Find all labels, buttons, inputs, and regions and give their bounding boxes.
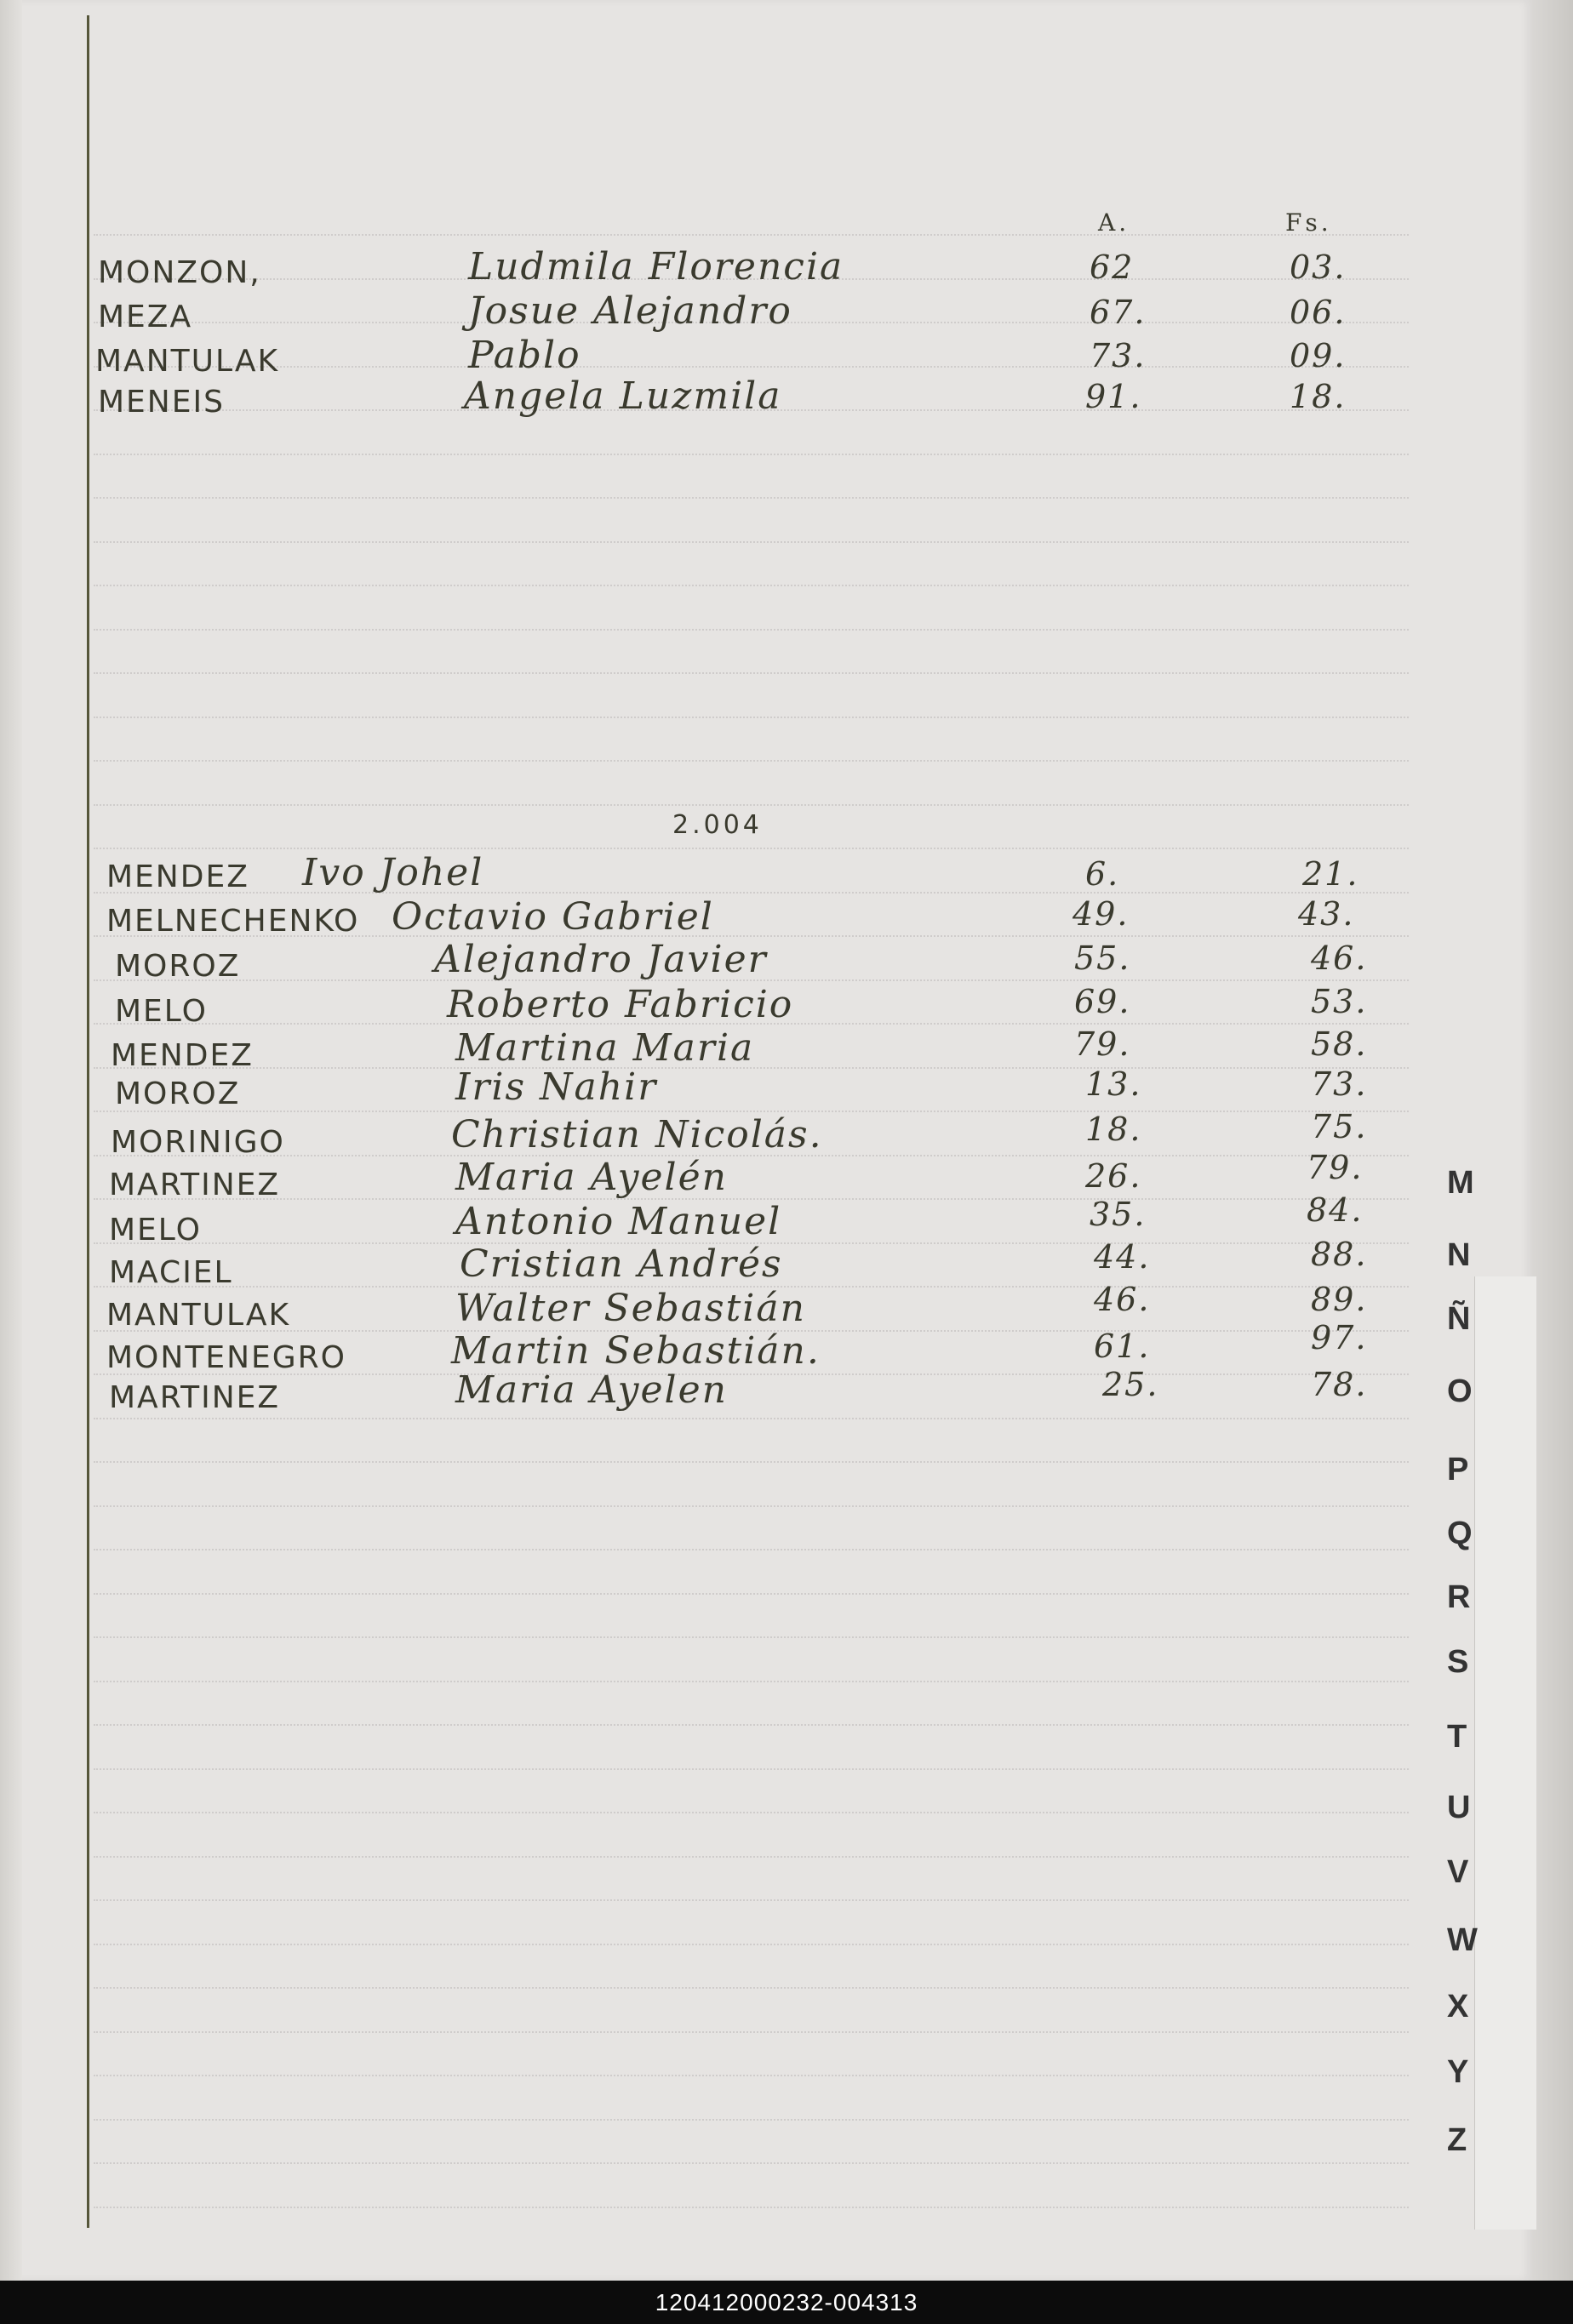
row-surname: MENEIS xyxy=(98,385,225,420)
ruled-line xyxy=(94,804,1409,806)
ruled-line xyxy=(94,1636,1409,1638)
row-given-name: Josue Alejandro xyxy=(468,289,792,333)
index-tab-r[interactable]: R xyxy=(1447,1579,1471,1615)
index-tab-o[interactable]: O xyxy=(1447,1373,1473,1409)
row-surname: MELO xyxy=(115,994,208,1029)
header-col-a: A. xyxy=(1098,208,1130,237)
row-surname: MARTINEZ xyxy=(109,1380,281,1415)
row-given-name: Christian Nicolás. xyxy=(451,1113,823,1156)
row-fs-number: 03. xyxy=(1290,248,1347,286)
row-given-name: Maria Ayelén xyxy=(455,1156,728,1199)
row-a-number: 49. xyxy=(1072,895,1130,933)
header-col-fs: Fs. xyxy=(1285,208,1332,237)
row-fs-number: 97. xyxy=(1311,1319,1368,1356)
row-a-number: 6. xyxy=(1085,855,1120,893)
row-fs-number: 18. xyxy=(1290,378,1347,415)
row-fs-number: 73. xyxy=(1311,1065,1368,1103)
index-tab-z[interactable]: Z xyxy=(1447,2122,1467,2158)
row-fs-number: 06. xyxy=(1290,294,1347,331)
row-fs-number: 79. xyxy=(1307,1149,1364,1186)
row-given-name: Martina Maria xyxy=(455,1026,755,1070)
row-a-number: 13. xyxy=(1085,1065,1142,1103)
ruled-line xyxy=(94,454,1409,455)
index-tab-y[interactable]: Y xyxy=(1447,2054,1469,2090)
row-fs-number: 53. xyxy=(1311,983,1368,1020)
row-surname: MANTULAK xyxy=(106,1298,291,1333)
row-given-name: Angela Luzmila xyxy=(464,374,782,418)
row-given-name: Walter Sebastián xyxy=(455,1287,806,1330)
row-given-name: Octavio Gabriel xyxy=(392,895,714,939)
row-fs-number: 88. xyxy=(1311,1236,1368,1273)
row-surname: MELO xyxy=(109,1213,202,1248)
index-tab-t[interactable]: T xyxy=(1447,1719,1467,1755)
row-fs-number: 75. xyxy=(1311,1108,1368,1145)
ruled-line xyxy=(94,2162,1409,2164)
index-tab-v[interactable]: V xyxy=(1447,1854,1469,1890)
index-tab-enye[interactable]: Ñ xyxy=(1447,1301,1471,1337)
row-surname: MONZON, xyxy=(98,255,261,290)
ruled-line xyxy=(94,1856,1409,1858)
index-tab-m[interactable]: M xyxy=(1447,1165,1474,1201)
row-a-number: 62 xyxy=(1090,248,1135,286)
ruled-line xyxy=(94,1944,1409,1945)
ruled-line xyxy=(94,1812,1409,1813)
ruled-line xyxy=(94,1418,1409,1419)
year-heading: 2.004 xyxy=(672,810,763,840)
ruled-line xyxy=(94,2031,1409,2033)
row-a-number: 91. xyxy=(1085,378,1142,415)
row-fs-number: 78. xyxy=(1311,1366,1368,1403)
row-a-number: 55. xyxy=(1074,939,1131,977)
row-fs-number: 46. xyxy=(1311,939,1368,977)
ruled-line xyxy=(94,1111,1409,1112)
row-fs-number: 43. xyxy=(1298,895,1355,933)
index-tab-u[interactable]: U xyxy=(1447,1790,1471,1825)
row-given-name: Ludmila Florencia xyxy=(468,245,844,288)
row-given-name: Iris Nahir xyxy=(455,1065,658,1109)
index-tab-x[interactable]: X xyxy=(1447,1989,1469,2024)
row-a-number: 69. xyxy=(1074,983,1131,1020)
row-surname: MOROZ xyxy=(115,1076,241,1111)
row-fs-number: 58. xyxy=(1311,1025,1368,1063)
row-surname: MELNECHENKO xyxy=(106,904,360,939)
row-given-name: Cristian Andrés xyxy=(460,1242,783,1286)
scan-id-footer: 120412000232-004313 xyxy=(0,2281,1573,2324)
ruled-line xyxy=(94,629,1409,631)
ruled-line xyxy=(94,1549,1409,1550)
row-given-name: Maria Ayelen xyxy=(455,1368,728,1412)
ruled-line xyxy=(94,1724,1409,1726)
ruled-line xyxy=(94,1681,1409,1682)
ruled-line xyxy=(94,892,1409,894)
ruled-line xyxy=(94,497,1409,499)
ruled-line xyxy=(94,760,1409,762)
binding-edge xyxy=(0,0,22,2281)
ruled-line xyxy=(94,1768,1409,1770)
row-a-number: 79. xyxy=(1074,1025,1131,1063)
ruled-line xyxy=(94,234,1409,236)
row-surname: MENDEZ xyxy=(111,1038,254,1073)
row-given-name: Roberto Fabricio xyxy=(447,983,794,1026)
row-a-number: 73. xyxy=(1090,337,1147,374)
row-given-name: Pablo xyxy=(468,334,581,377)
alphabet-index-tabs xyxy=(1430,1149,1536,2230)
index-tab-p[interactable]: P xyxy=(1447,1452,1469,1487)
row-given-name: Ivo Johel xyxy=(302,851,484,894)
margin-line xyxy=(87,15,89,2228)
ruled-line xyxy=(94,2119,1409,2121)
row-a-number: 44. xyxy=(1094,1238,1151,1276)
row-a-number: 18. xyxy=(1085,1111,1142,1148)
ruled-line xyxy=(94,1505,1409,1507)
index-tab-w[interactable]: W xyxy=(1447,1922,1478,1958)
row-surname: MARTINEZ xyxy=(109,1168,281,1202)
row-surname: MENDEZ xyxy=(106,859,249,894)
row-a-number: 46. xyxy=(1094,1281,1151,1318)
ruled-line xyxy=(94,1899,1409,1901)
row-a-number: 35. xyxy=(1090,1196,1147,1233)
row-surname: MORINIGO xyxy=(111,1125,285,1160)
row-surname: MACIEL xyxy=(109,1255,233,1290)
index-tab-q[interactable]: Q xyxy=(1447,1516,1473,1551)
row-a-number: 25. xyxy=(1102,1366,1159,1403)
row-fs-number: 84. xyxy=(1307,1191,1364,1229)
row-a-number: 61. xyxy=(1094,1328,1151,1365)
ruled-line xyxy=(94,1593,1409,1595)
row-given-name: Martin Sebastián. xyxy=(451,1329,821,1373)
ruled-line xyxy=(94,717,1409,718)
ruled-line xyxy=(94,585,1409,586)
ruled-line xyxy=(94,2207,1409,2208)
index-tab-n[interactable]: N xyxy=(1447,1237,1471,1273)
ruled-line xyxy=(94,366,1409,368)
row-fs-number: 89. xyxy=(1311,1281,1368,1318)
row-surname: MOROZ xyxy=(115,949,241,984)
ruled-line xyxy=(94,848,1409,849)
row-given-name: Antonio Manuel xyxy=(455,1200,782,1243)
ruled-line xyxy=(94,1987,1409,1989)
row-fs-number: 21. xyxy=(1302,855,1359,893)
row-surname: MEZA xyxy=(98,300,193,334)
index-tab-s[interactable]: S xyxy=(1447,1644,1469,1680)
ruled-line xyxy=(94,541,1409,543)
row-surname: MONTENEGRO xyxy=(106,1340,346,1375)
row-a-number: 67. xyxy=(1090,294,1147,331)
page-stack-edge xyxy=(1532,0,1573,2281)
row-given-name: Alejandro Javier xyxy=(434,938,768,981)
ruled-line xyxy=(94,672,1409,674)
row-fs-number: 09. xyxy=(1290,337,1347,374)
ruled-line xyxy=(94,2075,1409,2076)
ruled-line xyxy=(94,1461,1409,1463)
row-a-number: 26. xyxy=(1085,1157,1142,1195)
row-surname: MANTULAK xyxy=(95,344,280,379)
